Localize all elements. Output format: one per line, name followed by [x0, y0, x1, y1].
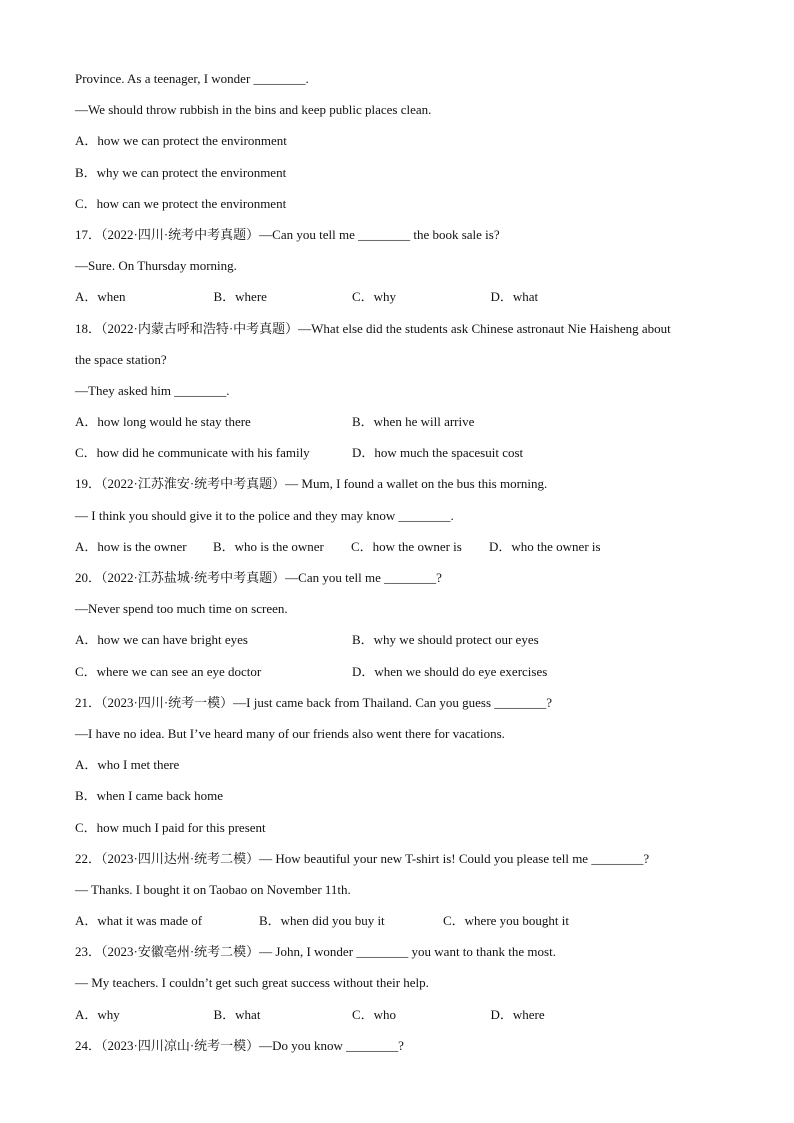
answer-option: B．why we should protect our eyes — [352, 632, 539, 648]
answer-option: B．who is the owner — [213, 538, 324, 554]
text-line: — I think you should give it to the police and they may know ________. — [75, 507, 454, 523]
text-line: —Sure. On Thursday morning. — [75, 258, 237, 274]
text-line: —Never spend too much time on screen. — [75, 601, 288, 617]
answer-option: C．how did he communicate with his family — [75, 445, 310, 461]
text-line: 24．（2023·四川凉山·统考一模）—Do you know ________? — [75, 1037, 404, 1053]
answer-option: C．who — [352, 1006, 397, 1022]
answer-option: B．when he will arrive — [352, 414, 475, 430]
text-line: —I have no idea. But I’ve heard many of our friends also went there for vacations. — [75, 725, 505, 741]
answer-option: C．why — [352, 289, 397, 305]
text-line: 17．（2022·四川·统考中考真题）—Can you tell me ________ the book sale is? — [75, 226, 500, 242]
answer-option: D．when we should do eye exercises — [352, 663, 548, 679]
text-line: 20．（2022·江苏盐城·统考中考真题）—Can you tell me ________? — [75, 570, 442, 585]
answer-option: A．what it was made of — [75, 913, 203, 929]
answer-option: D．how much the spacesuit cost — [352, 445, 524, 461]
text-line: 21．（2023·四川·统考一模）—I just came back from Thailand. Can you guess ________? — [75, 694, 553, 710]
answer-option: C．how the owner is — [351, 538, 462, 554]
text-line: — My teachers. I couldn’t get such great success without their help. — [75, 975, 429, 991]
options-row — [75, 905, 735, 936]
answer-option: C．where we can see an eye doctor — [75, 663, 262, 679]
text-line: B．when I came back home — [75, 788, 224, 804]
text-line: C．how much I paid for this present — [75, 819, 266, 835]
answer-option: A．how is the owner — [75, 538, 187, 554]
text-line: 22．（2023·四川达州·统考二模）— How beautiful your new T-shirt is! Could you please tell me ________? — [75, 850, 650, 866]
options-row — [75, 406, 735, 437]
options-row — [75, 531, 735, 562]
answer-option: A．how long would he stay there — [75, 414, 251, 430]
text-line: 23．（2023·安徽亳州·统考二模）— John, I wonder ________ you want to thank the most. — [75, 944, 556, 960]
options-row — [75, 624, 735, 655]
text-line: A．how we can protect the environment — [75, 133, 287, 149]
answer-option: C．where you bought it — [443, 913, 570, 929]
options-row — [75, 437, 735, 468]
options-row — [75, 656, 735, 687]
answer-option: D．where — [490, 1006, 545, 1022]
answer-option: D．who the owner is — [489, 538, 601, 554]
text-line: — Thanks. I bought it on Taobao on November 11th. — [75, 881, 351, 897]
answer-option: A．why — [75, 1006, 120, 1022]
text-line: —We should throw rubbish in the bins and keep public places clean. — [75, 102, 432, 118]
answer-option: A．when — [75, 289, 126, 305]
options-row — [75, 281, 735, 312]
answer-option: D．what — [490, 289, 539, 305]
text-line: B．why we can protect the environment — [75, 164, 287, 180]
answer-option: B．when did you buy it — [259, 913, 385, 929]
options-row — [75, 999, 735, 1030]
answer-option: B．what — [213, 1006, 261, 1022]
text-line: —They asked him ________. — [75, 382, 230, 398]
text-line: 19．（2022·江苏淮安·统考中考真题）— Mum, I found a wallet on the bus this morning. — [75, 476, 548, 492]
text-line: C．how can we protect the environment — [75, 195, 287, 211]
document-page — [75, 63, 735, 1061]
text-line: the space station? — [75, 351, 167, 367]
text-line: Province. As a teenager, I wonder ________. — [75, 71, 309, 86]
answer-option: A．how we can have bright eyes — [75, 632, 248, 648]
answer-option: B．where — [213, 289, 267, 305]
text-line: 18．（2022·内蒙古呼和浩特·中考真题）—What else did the students ask Chinese astronaut Nie Haisheng about — [75, 320, 671, 336]
text-line: A．who I met there — [75, 757, 180, 773]
